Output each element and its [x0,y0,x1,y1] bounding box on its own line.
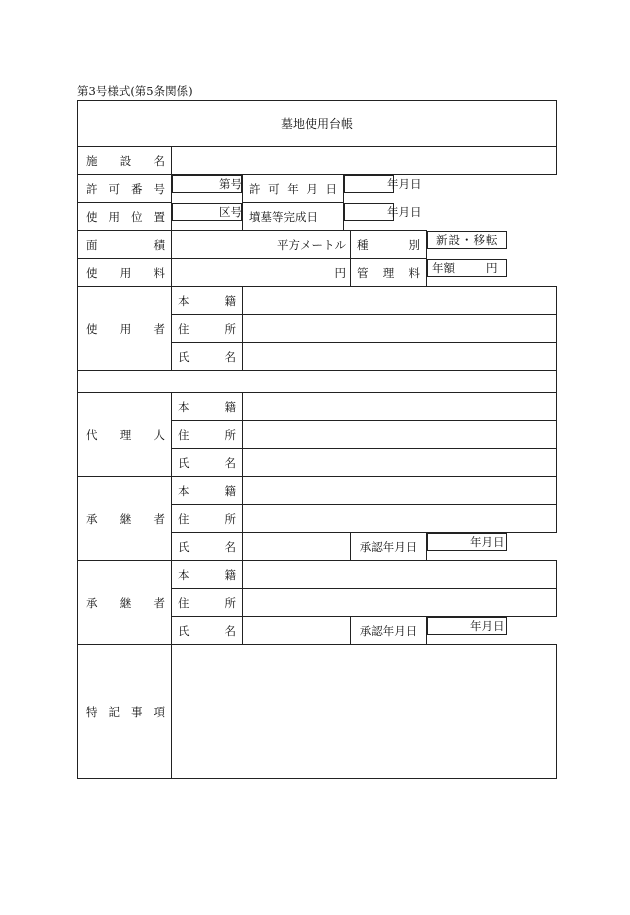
permit-no-prefix: 第 [219,177,231,191]
kind-char: 転 [486,232,498,247]
label-char: 名 [224,539,236,554]
label-char: 使 [86,321,98,336]
label-char: 使 [86,265,98,280]
domicile-label [172,287,243,315]
label-char: 年 [287,181,299,196]
user-name-field[interactable] [243,343,557,371]
area-field[interactable] [172,231,351,259]
completion-date-label: 墳墓等完成日 [243,203,344,231]
domicile-label [172,393,243,421]
label-text [86,704,165,720]
kind-char: 移 [473,232,485,247]
label-text [178,567,236,583]
location-row [78,203,557,231]
user-domicile-row [78,287,557,315]
address-label [172,505,243,533]
label-char: 人 [153,427,165,442]
name-label [172,533,243,561]
successor1-address-field[interactable] [243,505,557,533]
mgmt-fee-label [351,259,427,287]
ledger-table [77,100,557,779]
agent-domicile-row [78,393,557,421]
mgmt-fee-unit: 円 [486,260,498,275]
label-text [86,153,165,169]
successor1-approval-date-field[interactable] [427,533,507,551]
label-char: 名 [224,623,236,638]
location-ward: 区 [219,204,231,219]
label-char: 本 [178,399,190,414]
label-text [178,455,236,471]
spacer-row [78,371,557,393]
successor1-name-field[interactable] [243,533,351,561]
area-row [78,231,557,259]
label-text [178,595,236,611]
permit-no-suffix: 号 [230,177,242,191]
date-year: 年 [470,619,482,633]
date-month: 月 [481,619,493,633]
label-text [86,321,165,337]
date-day: 日 [493,619,505,633]
approval-date-label: 承認年月日 [351,533,427,561]
agent-label [78,393,172,477]
address-label [172,421,243,449]
date-month: 月 [398,177,410,191]
label-text [178,483,236,499]
user-label [78,287,172,371]
user-domicile-field[interactable] [243,287,557,315]
title-row [78,101,557,147]
mgmt-fee-prefix: 年額 [432,260,455,275]
label-char: 使 [86,209,98,224]
domicile-label [172,477,243,505]
location-field[interactable] [172,203,242,221]
label-text [357,265,420,281]
agent-address-field[interactable] [243,421,557,449]
label-char: 別 [408,237,420,252]
label-text [178,511,236,527]
name-label [172,343,243,371]
area-label [78,231,172,259]
label-char: 面 [86,237,98,252]
label-char: 記 [108,704,120,719]
label-char: 理 [119,427,132,442]
label-text [86,265,165,281]
spacer-cell [78,371,557,393]
fee-field[interactable] [172,259,351,287]
label-text [86,181,165,197]
permit-date-label [243,175,344,203]
user-address-field[interactable] [243,315,557,343]
name-label [172,617,243,645]
facility-field[interactable] [172,147,557,175]
location-label [78,203,172,231]
fee-label [78,259,172,287]
label-char: 日 [325,181,337,196]
label-char: 籍 [224,483,236,498]
form-title: 墓地使用台帳 [78,101,557,147]
label-char: 承 [86,511,98,526]
facility-row [78,147,557,175]
date-year: 年 [387,204,399,219]
label-char: 本 [178,293,190,308]
remarks-label [78,645,172,779]
label-char: 用 [108,209,120,224]
label-char: 氏 [178,349,190,364]
remarks-row [78,645,557,779]
label-char: 名 [153,153,165,168]
label-char: 番 [131,181,143,196]
fee-unit: 円 [334,265,346,280]
label-char: 許 [249,181,261,196]
label-char: 籍 [224,293,236,308]
label-char: 名 [224,349,236,364]
label-char: 本 [178,483,190,498]
form-caption: 第3号様式(第5条関係) [77,84,193,98]
label-char: 者 [153,321,165,336]
label-char: 可 [268,181,280,196]
label-text [178,349,236,365]
label-char: 特 [86,704,98,719]
successor-label [78,561,172,645]
label-char: 氏 [178,539,190,554]
kind-label [351,231,427,259]
address-label [172,315,243,343]
agent-name-field[interactable] [243,449,557,477]
date-day: 日 [410,204,422,219]
date-year: 年 [470,535,482,549]
label-text [86,427,165,443]
date-day: 日 [410,177,422,191]
date-month: 月 [398,204,410,219]
label-char: 住 [178,321,190,336]
label-text [178,623,236,639]
location-number: 号 [230,204,242,219]
label-text [357,237,420,253]
label-text [86,209,165,225]
facility-label [78,147,172,175]
label-char: 氏 [178,455,190,470]
label-char: 氏 [178,623,190,638]
label-char: 積 [153,237,165,252]
label-char: 種 [357,237,369,252]
label-char: 設 [119,153,132,168]
successor2-domicile-field[interactable] [243,561,557,589]
label-char: 籍 [224,399,236,414]
label-char: 継 [119,595,132,610]
label-char: 承 [86,595,98,610]
label-text [178,293,236,309]
successor2-approval-date-field[interactable] [427,617,507,635]
label-char: 住 [178,595,190,610]
successor2-name-field[interactable] [243,617,351,645]
label-char: 代 [86,427,98,442]
label-char: 者 [153,595,165,610]
completion-date-field[interactable] [344,203,422,221]
label-char: 月 [306,181,318,196]
permit-no-label [78,175,172,203]
label-char: 本 [178,567,190,582]
label-text [178,539,236,555]
label-text [86,237,165,253]
date-month: 月 [481,535,493,549]
successor2-domicile-row [78,561,557,589]
label-char: 者 [153,511,165,526]
label-char: 用 [119,265,132,280]
label-text [86,595,165,611]
kind-char: 新 [436,232,448,247]
label-char: 所 [224,427,236,442]
label-char: 事 [131,704,143,719]
label-char: 所 [224,595,236,610]
name-label [172,449,243,477]
label-char: 所 [224,321,236,336]
label-char: 住 [178,511,190,526]
successor1-domicile-field[interactable] [243,477,557,505]
permit-row [78,175,557,203]
label-char: 料 [408,265,420,280]
kind-separator: ・ [461,232,473,247]
label-char: 許 [86,181,98,196]
agent-domicile-field[interactable] [243,393,557,421]
date-year: 年 [387,177,399,191]
label-text [178,321,236,337]
mgmt-fee-field[interactable] [427,259,507,277]
label-char: 用 [119,321,132,336]
successor-label [78,477,172,561]
label-char: 置 [153,209,165,224]
label-char: 理 [382,265,395,280]
label-char: 住 [178,427,190,442]
address-label [172,589,243,617]
label-text [178,399,236,415]
fee-row [78,259,557,287]
successor1-domicile-row [78,477,557,505]
label-char: 籍 [224,567,236,582]
label-char: 位 [131,209,143,224]
kind-field[interactable] [427,231,507,249]
label-char: 管 [357,265,369,280]
label-text [178,427,236,443]
label-char: 可 [108,181,120,196]
label-char: 項 [153,704,165,719]
label-text [86,511,165,527]
label-char: 号 [153,181,165,196]
label-char: 施 [86,153,98,168]
kind-char: 設 [448,232,460,247]
area-unit: 平方メートル [277,237,346,252]
date-day: 日 [493,535,505,549]
permit-date-field[interactable] [344,175,422,193]
approval-date-label: 承認年月日 [351,617,427,645]
remarks-field[interactable] [172,645,557,779]
label-char: 所 [224,511,236,526]
label-char: 料 [153,265,165,280]
permit-no-field[interactable] [172,175,242,193]
label-char: 名 [224,455,236,470]
label-text [249,181,337,197]
successor2-address-field[interactable] [243,589,557,617]
domicile-label [172,561,243,589]
label-char: 継 [119,511,132,526]
